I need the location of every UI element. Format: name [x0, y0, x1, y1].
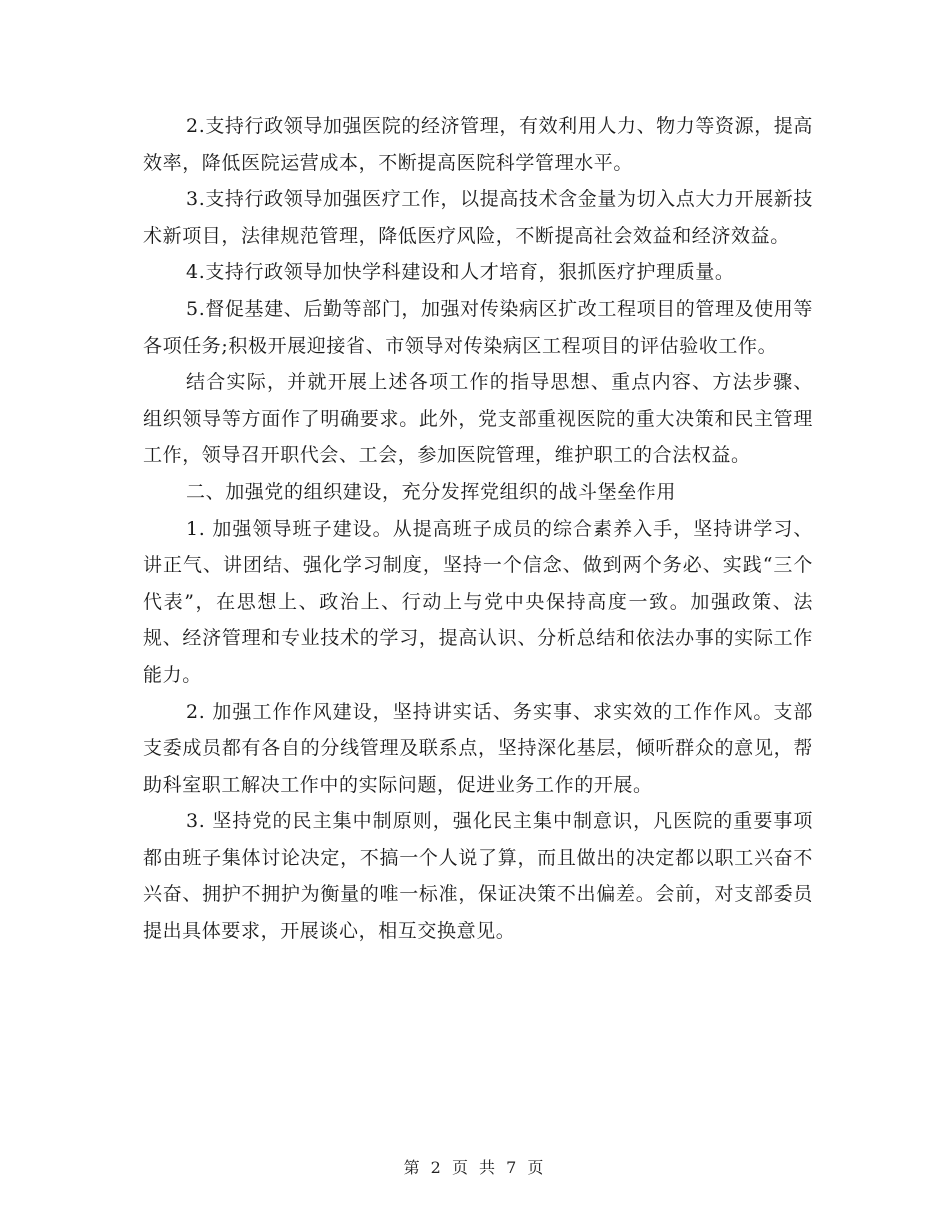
paragraph-point-2: 2. 加强工作作风建设，坚持讲实话、务实事、求实效的工作作风。支部支委成员都有各自的分线管理及联系点，坚持深化基层，倾听群众的意见，帮助科室职工解决工作中的实际问题，促进业务工作的开展。 — [143, 700, 813, 796]
document-body — [143, 108, 813, 950]
paragraph-summary: 结合实际，并就开展上述各项工作的指导思想、重点内容、方法步骤、组织领导等方面作了明确要求。此外，党支部重视医院的重大决策和民主管理工作，领导召开职代会、工会，参加医院管理，维护职工的合法权益。 — [143, 371, 813, 467]
paragraph-item-3: 3.支持行政领导加强医疗工作，以提高技术含金量为切入点大力开展新技术新项目，法律规范管理，降低医疗风险，不断提高社会效益和经济效益。 — [143, 188, 813, 247]
section-heading: 二、加强党的组织建设，充分发挥党组织的战斗堡垒作用 — [186, 480, 677, 503]
paragraph-item-4: 4.支持行政领导加快学科建设和人才培育，狠抓医疗护理质量。 — [186, 261, 735, 284]
paragraph-point-1: 1. 加强领导班子建设。从提高班子成员的综合素养入手，坚持讲学习、讲正气、讲团结、强化学习制度，坚持一个信念、做到两个务必、实践“三个代表”，在思想上、政治上、行动上与党中央保持高度一致。加强政策、法规、经济管理和专业技术的学习，提高认识、分析总结和依法办事的实际工作能力。 — [143, 517, 813, 686]
page-number-footer: 第 2 页 共 7 页 — [403, 1158, 547, 1177]
paragraph-point-3: 3. 坚持党的民主集中制原则，强化民主集中制意识，凡医院的重要事项都由班子集体讨论决定，不搞一个人说了算，而且做出的决定都以职工兴奋不兴奋、拥护不拥护为衡量的唯一标准，保证决策不出偏差。会前，对支部委员提出具体要求，开展谈心，相互交换意见。 — [143, 810, 813, 943]
paragraph-item-2: 2.支持行政领导加强医院的经济管理，有效利用人力、物力等资源，提高效率，降低医院运营成本，不断提高医院科学管理水平。 — [143, 115, 813, 174]
paragraph-item-5: 5.督促基建、后勤等部门，加强对传染病区扩改工程项目的管理及使用等各项任务;积极开展迎接省、市领导对传染病区工程项目的评估验收工作。 — [143, 297, 813, 357]
